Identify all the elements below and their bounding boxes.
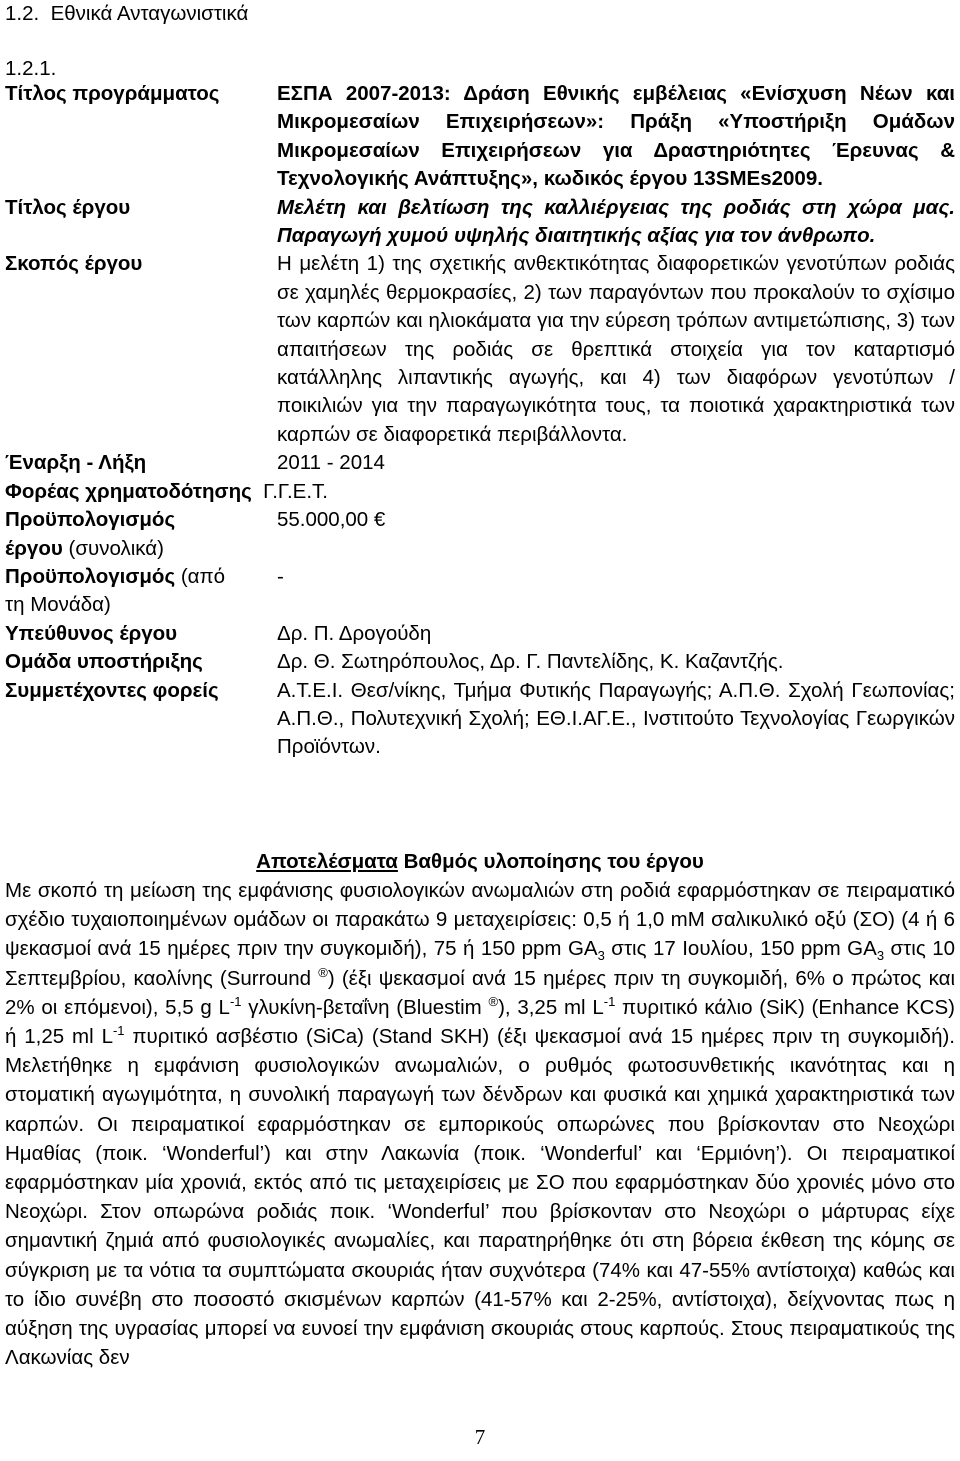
section-number: 1.2. bbox=[5, 2, 40, 25]
superscript-minus-one: -1 bbox=[229, 993, 242, 1009]
subscript-3: 3 bbox=[876, 948, 885, 964]
superscript-minus-one: -1 bbox=[603, 993, 616, 1009]
results-heading bbox=[5, 848, 955, 876]
partners-row bbox=[5, 677, 955, 762]
budget-unit-label-cont: τη Μονάδα) bbox=[5, 593, 111, 617]
results-text-5: γλυκίνη-βεταΐνη (Bluestim bbox=[241, 995, 489, 1019]
budget-unit-row bbox=[5, 563, 955, 620]
subscript-3: 3 bbox=[597, 948, 605, 964]
title-value: Μελέτη και βελτίωση της καλλιέργειας της ροδιάς στη χώρα μας. Παραγωγή χυμού υψηλής διαιτητικής αξίας για τον άνθρωπο. bbox=[277, 195, 955, 248]
funder-row bbox=[5, 478, 955, 506]
results-heading-rest: Βαθμός υλοποίησης του έργου bbox=[403, 850, 704, 873]
team-label: Ομάδα υποστήριξης bbox=[5, 650, 203, 674]
subsection-number: 1.2.1. bbox=[5, 57, 57, 80]
program-row bbox=[5, 80, 955, 194]
results-text-1: Με σκοπό τη μείωση της εμφάνισης φυσιολογικών ανωμαλιών στη ροδιά εφαρμόστηκαν σε πειραματικό σχέδιο τυχαιοποιημένων ομάδων οι παρακάτω 9 μεταχειρίσεις: 0,5 ή 1,0 mM σαλικυλικό οξύ (ΣΟ) (4 ή 6 ψεκασμοί ανά 15 ημέρες πριν την συγκομιδή), 75 ή 150 ppm GA bbox=[5, 879, 955, 961]
registered-mark: ® bbox=[488, 993, 499, 1009]
budget-unit-label: Προϋπολογισμός bbox=[5, 564, 176, 588]
budget-total-value: 55.000,00 € bbox=[277, 508, 386, 532]
period-label: Έναρξη - Λήξη bbox=[5, 451, 147, 475]
period-value: 2011 - 2014 bbox=[277, 451, 385, 475]
results-text-2: στις 17 Ιουλίου, 150 ppm GA bbox=[604, 937, 877, 961]
aim-value: Η μελέτη 1) της σχετικής ανθεκτικότητας διαφορετικών γενοτύπων ροδιάς σε χαμηλές θερμοκρασίες, 2) των παραγόντων που προκαλούν το σχίσιμο των καρπών και ηλιοκάματα για την εύρεση τρόπων αντιμετώπισης, 3) των απαιτήσεων της ροδιάς σε θρεπτικά στοιχεία για τον καταρτισμό κατάλληλης λιπαντικής αγωγής, και 4) των διαφόρων γενοτύπων / ποικιλιών για την παραγωγικότητα τους, τα ποιοτικά χαρακτηριστικά των καρπών σε διαφορετικά περιβάλλοντα. bbox=[277, 252, 955, 446]
responsible-label: Υπεύθυνος έργου bbox=[5, 621, 178, 645]
page-number: 7 bbox=[474, 1425, 486, 1449]
partners-value: Α.Τ.Ε.Ι. Θεσ/νίκης, Τμήμα Φυτικής Παραγωγής; Α.Π.Θ. Σχολή Γεωπονίας; Α.Π.Θ., Πολυτεχνική Σχολή; ΕΘ.Ι.ΑΓ.Ε., Ινστιτούτο Τεχνολογίας Γεωργικών Προϊόντων. bbox=[277, 678, 955, 759]
budget-total-label: Προϋπολογισμός bbox=[5, 508, 176, 532]
registered-mark: ® bbox=[318, 964, 328, 980]
title-row bbox=[5, 194, 955, 251]
budget-unit-label-note: (από bbox=[180, 564, 226, 588]
budget-unit-value: - bbox=[277, 564, 284, 588]
aim-label: Σκοπός έργου bbox=[5, 252, 143, 276]
results-paragraph bbox=[5, 876, 955, 1372]
results-text-6: ), 3,25 ml L bbox=[498, 995, 604, 1019]
responsible-row bbox=[5, 620, 955, 648]
program-label: Τίτλος προγράμματος bbox=[5, 82, 220, 105]
team-row bbox=[5, 648, 955, 676]
program-value: ΕΣΠΑ 2007-2013: Δράση Εθνικής εμβέλειας «Ενίσχυση Νέων και Μικρομεσαίων Επιχειρήσεων»: Πράξη «Υποστήριξη Ομάδων Μικρομεσαίων Επιχειρήσεων για Δραστηριότητες Έρευνας & Τεχνολογικής Ανάπτυξης», κωδικός έργου 13SMEs2009. bbox=[277, 82, 955, 191]
funder-label: Φορέας χρηματοδότησης bbox=[5, 479, 252, 503]
funder-value: Γ.Γ.Ε.Τ. bbox=[263, 479, 328, 503]
budget-total-label-cont: έργου bbox=[5, 536, 63, 560]
superscript-minus-one: -1 bbox=[112, 1023, 125, 1039]
budget-total-row bbox=[5, 506, 955, 563]
responsible-value: Δρ. Π. Δρογούδη bbox=[277, 621, 432, 645]
period-row bbox=[5, 449, 955, 477]
results-text-3: στις 10 Σεπτεμβρίου, καολίνης (Surround bbox=[5, 937, 955, 990]
title-label: Τίτλος έργου bbox=[5, 195, 131, 219]
results-text-7: πυριτικό κάλιο (SiK) (Enhance KCS) ή 1,25 ml L bbox=[5, 995, 955, 1049]
team-value: Δρ. Θ. Σωτηρόπουλος, Δρ. Γ. Παντελίδης, Κ. Καζαντζής. bbox=[277, 650, 784, 674]
budget-total-label-note: (συνολικά) bbox=[68, 536, 164, 560]
aim-row bbox=[5, 250, 955, 449]
section-title: Εθνικά Ανταγωνιστικά bbox=[50, 2, 249, 25]
results-heading-underlined: Αποτελέσματα bbox=[256, 850, 398, 873]
results-text-4: ) (έξι ψεκασμοί ανά 15 ημέρες πριν τη συγκομιδή, 6% ο πρώτος και 2% οι επόμενοι), 5,5 g L bbox=[5, 966, 955, 1019]
results-text-8: πυριτικό ασβέστιο (SiCa) (Stand SKH) (έξι ψεκασμοί ανά 15 ημέρες πριν τη συγκομιδή). Μελετήθηκε η εμφάνιση φυσιολογικών ανωμαλιών, ο ρυθμός φωτοσυνθετικής ικανότητας και η στοματική αγωγιμότητα, η συνολική παραγωγή των δένδρων και φυσικά και χημικά χαρακτηριστικά των καρπών. Οι πειραματικοί εφαρμόστηκαν σε εμπορικούς οπωρώνες που βρίσκονταν στο Νεοχώρι Ημαθίας (ποικ. ‘Wonderful’) και στην Λακωνία (ποικ. ‘Wonderful’ και ‘Ερμιόνη’). Οι πειραματικοί εφαρμόστηκαν μία χρονιά, εκτός από τις μεταχειρίσεις με ΣΟ που εφαρμόστηκαν δύο χρονιές μόνο στο Νεοχώρι. Στον οπωρώνα ροδιάς ποικ. ‘Wonderful’ που βρίσκονταν στο Νεοχώρι ο μάρτυρας είχε σημαντική ζημιά από φυσιολογικές ανωμαλίες, και παρατηρήθηκε ότι στη βόρεια έκθεση της κόμης σε σύγκριση με τα νότια τα συμπτώματα σκουριάς ήταν συχνότερα (74% και 47-55% αντίστοιχα) καθώς και το ίδιο συνέβη στο ποσοστό σκισμένων καρπών (41-57% και 2-25%, αντίστοιχα), δείχνοντας πως η αύξηση της υγρασίας μπορεί να ευνοεί την εμφάνιση σκουριάς στους καρπούς. Στους πειραματικούς της Λακωνίας δεν bbox=[5, 1025, 955, 1370]
section-heading bbox=[5, 0, 248, 28]
project-info-table bbox=[5, 80, 955, 762]
partners-label: Συμμετέχοντες φορείς bbox=[5, 678, 219, 702]
